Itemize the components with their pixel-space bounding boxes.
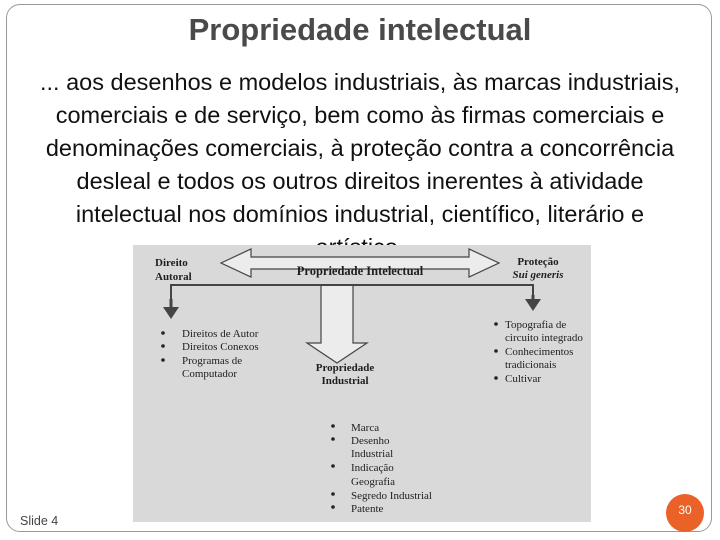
page-number-badge: 30 — [666, 494, 704, 532]
bullet-icon — [331, 505, 335, 509]
left-small-arrow — [163, 299, 179, 319]
bullet-icon — [331, 464, 335, 468]
right-item-1: Topografia de — [505, 319, 567, 331]
bullet-icon — [494, 349, 498, 353]
down-arrow-shape — [307, 285, 367, 363]
left-item-2: Direitos Conexos — [182, 341, 259, 353]
right-header-line2: Sui generis — [512, 269, 564, 281]
bottom-header-line2: Industrial — [321, 375, 369, 387]
ip-diagram — [133, 245, 591, 522]
bottom-item-3: Industrial — [351, 448, 394, 460]
bullet-icon — [161, 358, 165, 362]
left-header-line2: Autoral — [155, 271, 192, 283]
bullet-icon — [161, 331, 165, 335]
right-item-5: Cultivar — [505, 373, 542, 385]
bullet-icon — [331, 437, 335, 441]
bullet-icon — [494, 376, 498, 380]
left-item-3: Programas de — [182, 355, 243, 367]
bottom-item-7: Patente — [351, 503, 384, 515]
bullet-icon — [331, 424, 335, 428]
bottom-item-5: Geografia — [351, 476, 395, 488]
bottom-item-6: Segredo Industrial — [351, 490, 432, 502]
right-header-line1: Proteção — [517, 256, 559, 268]
bottom-item-1: Marca — [351, 422, 380, 434]
bullet-icon — [331, 492, 335, 496]
left-header-line1: Direito — [155, 257, 188, 269]
slide-paragraph: ... aos desenhos e modelos industriais, às marcas industriais, comerciais e de serviço, bem como às firmas comerciais e denominações comerciais, à proteção contra a concorrência desleal e todos os outros direitos inerentes à atividade intelectual nos domínios industrial, científico, literário e — [39, 69, 681, 227]
left-item-1: Direitos de Autor — [182, 328, 259, 340]
slide-number-label: Slide 4 — [20, 514, 59, 528]
bottom-item-2: Desenho — [351, 435, 390, 447]
slide-title: Propriedade intelectual — [188, 12, 532, 47]
bottom-header-line1: Propriedade — [315, 362, 375, 374]
center-header: Propriedade Intelectual — [296, 264, 424, 278]
bottom-item-4: Indicação — [351, 462, 394, 474]
left-item-4: Computador — [182, 368, 237, 380]
right-small-arrow — [525, 295, 541, 311]
right-item-4: tradicionais — [505, 359, 557, 371]
bullet-icon — [494, 322, 498, 326]
bullet-icon — [161, 344, 165, 348]
right-item-2: circuito integrado — [505, 332, 583, 344]
right-item-3: Conhecimentos — [505, 346, 574, 358]
